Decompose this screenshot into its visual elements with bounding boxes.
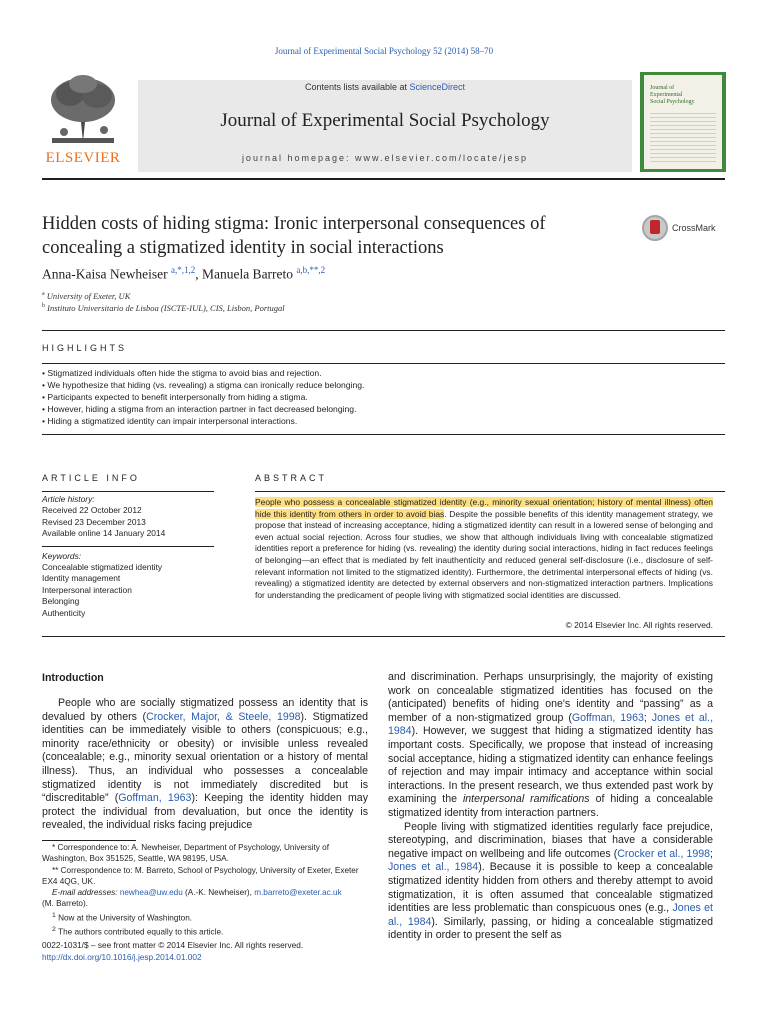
article-title: Hidden costs of hiding stigma: Ironic interpersonal consequences of concealing a stigmatized identity in social interactions <box>42 214 546 258</box>
footnote-correspondence: ** Correspondence to: M. Barreto, School of Psychology, University of Exeter, Exeter EX4 4QG, UK. <box>42 865 359 886</box>
author-affiliation-marks[interactable]: a,*,1,2 <box>170 265 196 275</box>
footnotes <box>42 840 368 938</box>
issn-line: 0022-1031/$ – see front matter © 2014 Elsevier Inc. All rights reserved. <box>42 940 304 950</box>
citation-link[interactable]: Crocker et al., 1998 <box>617 847 711 860</box>
cover-contents-lines <box>650 113 716 165</box>
journal-title: Journal of Experimental Social Psychology <box>220 110 550 131</box>
revised-date: Revised 23 December 2013 <box>42 516 146 527</box>
body-column-left <box>42 697 368 833</box>
paragraph: People who are socially stigmatized possess an identity that is devalued by others (Crocker, Major, & Steele, 1998). Stigmatized identities can be immediately visible to others (conspicuous; e.g., minority race/ethnicity or obesity) or invisible unless revealed (concealable; e.g., minority sexual orientation or a history of mental illness). Thus, an individual who possesses a concealable stigmatized identity is not immediately discredited but is “discreditable” (Goffman, 1963): Keeping the identity hidden may protect the individual from devaluation, but once the identity is revealed, the individual risks facing prejudice <box>42 697 368 832</box>
elsevier-logo <box>42 72 124 168</box>
email-link[interactable]: m.barreto@exeter.ac.uk <box>254 888 342 898</box>
author-name: Anna-Kaisa Newheiser <box>42 266 168 282</box>
keyword: Concealable stigmatized identity <box>42 562 163 573</box>
highlights-heading: HIGHLIGHTS <box>42 343 128 353</box>
highlight-item: • Hiding a stigmatized identity can impair interpersonal interactions. <box>42 416 298 426</box>
paragraph: People living with stigmatized identities regularly face prejudice, stereotyping, and discrimination, biases that have a considerable negative impact on wellbeing and life outcomes (Crocker et al., 1998; Jones et al., 1984). Because it is possible to keep a concealable stigmatized identity hidden from others and thereby attempt to avoid stigmatization, it is often assumed that concealable stigmatized identities are less problematic than conspicuous ones (e.g., Jones et al., 1984). Similarly, passing, or hiding a concealable stigmatized identity in order to present the self as <box>388 820 713 942</box>
body-column-right <box>388 671 713 943</box>
contents-available: Contents lists available at ScienceDirect <box>304 82 466 92</box>
affiliation-b: $^b$ Instituto Universitario de Lisboa (ISCTE-IUL), CIS, Lisbon, Portugal <box>42 303 285 313</box>
citation-link[interactable]: Jones et al., 1984 <box>388 711 714 738</box>
affiliation-a: $^a$ University of Exeter, UK <box>42 291 131 301</box>
online-date: Available online 14 January 2014 <box>42 528 166 539</box>
highlighted-text[interactable]: People who possess a concealable stigmatized identity (e.g., minority sexual orientation; history of mental illness) often hide this identity from others in order to avoid bias <box>255 497 713 519</box>
keyword: Belonging <box>42 596 80 607</box>
cover-title: Journal of Experimental Social Psychology <box>650 85 695 105</box>
crossmark-bookmark-icon <box>650 220 660 234</box>
elsevier-wordmark: ELSEVIER <box>45 150 121 166</box>
highlights-rule <box>42 363 725 364</box>
citation-link[interactable]: Crocker, Major, & Steele, 1998 <box>146 710 301 723</box>
highlights-list <box>42 367 725 427</box>
cover-page <box>644 75 722 169</box>
highlight-item: • Stigmatized individuals often hide the stigma to avoid bias and rejection. <box>42 368 322 378</box>
issn-doi <box>42 940 303 963</box>
history-label: Article history: <box>42 494 95 504</box>
citation-link[interactable]: Goffman, 1963 <box>571 711 644 724</box>
highlight-item: • Participants expected to benefit interpersonally from hiding a stigma. <box>42 392 308 402</box>
journal-masthead <box>138 80 632 172</box>
keywords-label: Keywords: <box>42 550 82 561</box>
section-rule <box>42 330 725 331</box>
masthead-rule <box>42 178 725 180</box>
journal-cover-thumbnail[interactable] <box>640 72 726 172</box>
keyword: Interpersonal interaction <box>42 584 132 595</box>
section-heading-introduction: Introduction <box>42 672 104 684</box>
abstract-text: People who possess a concealable stigmatized identity (e.g., minority sexual orientation; history of mental illness) often hide this identity from others in order to avoid bias. Despite the possible benefits of this identity management strategy, we propose that instead of increasing acceptance, hiding a stigmatized identity can result in a lowered sense of belonging and even actual social rejection. Across four studies, we show that although individuals living with concealable stigmatized identities report a preference for hiding (vs. revealing) the identity during social interactions, hiding in fact reduces feelings of belonging—an effect that is mediated by felt inauthenticity and reduced general self-disclosure (i.e., disclosure of self-relevant information not limited to the stigmatized identity). Furthermore, the detrimental interpersonal effects of hiding (vs. revealing) a stigmatized identity are detected by external observers and non-stigmatized interaction partners. Implications for understanding the predicament of people living with stigmatized social identities are discussed. <box>255 497 713 600</box>
email-link[interactable]: newhea@uw.edu <box>119 888 183 898</box>
abstract-heading: ABSTRACT <box>255 473 328 483</box>
article-info <box>42 494 214 619</box>
citation-link[interactable]: Goffman, 1963 <box>118 792 192 805</box>
highlight-item: • However, hiding a stigma from an interaction partner in fact decreased belonging. <box>42 404 357 414</box>
author-name: Manuela Barreto <box>201 266 294 282</box>
highlights-bottom-rule <box>42 434 725 435</box>
abstract-rule <box>255 491 725 492</box>
author-list: Anna-Kaisa Newheiser $^{a,*,1,2}$, Manuela Barreto $^{a,b,**,2}$ <box>42 265 326 282</box>
abstract-copyright: © 2014 Elsevier Inc. All rights reserved. <box>565 620 713 630</box>
crossmark-label: CrossMark <box>672 223 716 233</box>
article-info-rule <box>42 491 214 492</box>
footnote-1: $^1$ Now at the University of Washington. <box>52 911 193 923</box>
crossmark-badge[interactable] <box>642 215 732 245</box>
keyword: Identity management <box>42 573 121 584</box>
footnote-2: $^2$ The authors contributed equally to this article. <box>52 925 224 937</box>
keywords-rule <box>42 546 214 547</box>
front-matter-rule <box>42 636 725 637</box>
journal-homepage[interactable]: journal homepage: www.elsevier.com/locate/jesp <box>241 153 529 163</box>
journal-citation[interactable]: Journal of Experimental Social Psychology 52 (2014) 58–70 <box>274 46 494 56</box>
sciencedirect-link[interactable]: ScienceDirect <box>409 82 466 92</box>
received-date: Received 22 October 2012 <box>42 505 142 516</box>
article-info-heading: ARTICLE INFO <box>42 473 140 483</box>
footnote-emails: E-mail addresses: newhea@uw.edu (A.-K. Newheiser), m.barreto@exeter.ac.uk (M. Barreto). <box>42 888 342 909</box>
citation-link[interactable]: Jones et al., 1984 <box>388 861 479 874</box>
footnote-correspondence: * Correspondence to: A. Newheiser, Department of Psychology, University of Washington, Box 351525, Seattle, WA 98195, USA. <box>42 843 329 864</box>
highlight-item: • We hypothesize that hiding (vs. revealing) a stigma can ironically reduce belonging. <box>42 380 365 390</box>
citation-link[interactable]: Jones et al., 1984 <box>388 902 713 928</box>
author-affiliation-marks[interactable]: a,b,**,2 <box>296 265 326 275</box>
doi-link[interactable]: http://dx.doi.org/10.1016/j.jesp.2014.01.002 <box>42 951 202 962</box>
keyword: Authenticity <box>42 607 86 618</box>
paragraph: and discrimination. Perhaps unsurprisingly, the majority of existing work on concealable stigmatized identities has focused on the (anticipated) benefits of hiding one's identity and “passing” as a member of a non-stigmatized group (Goffman, 1963; Jones et al., 1984). However, we suggest that hiding a stigmatized identity has important costs. Specifically, we propose that instead of increasing social acceptance, hiding a stigmatized identity can enhance feelings of rejection and may impair intimacy and acceptance within social interactions. In the present research, we thus extended past work by examining the interpersonal ramifications of hiding a concealable stigmatized identity from interaction partners. <box>388 671 714 819</box>
